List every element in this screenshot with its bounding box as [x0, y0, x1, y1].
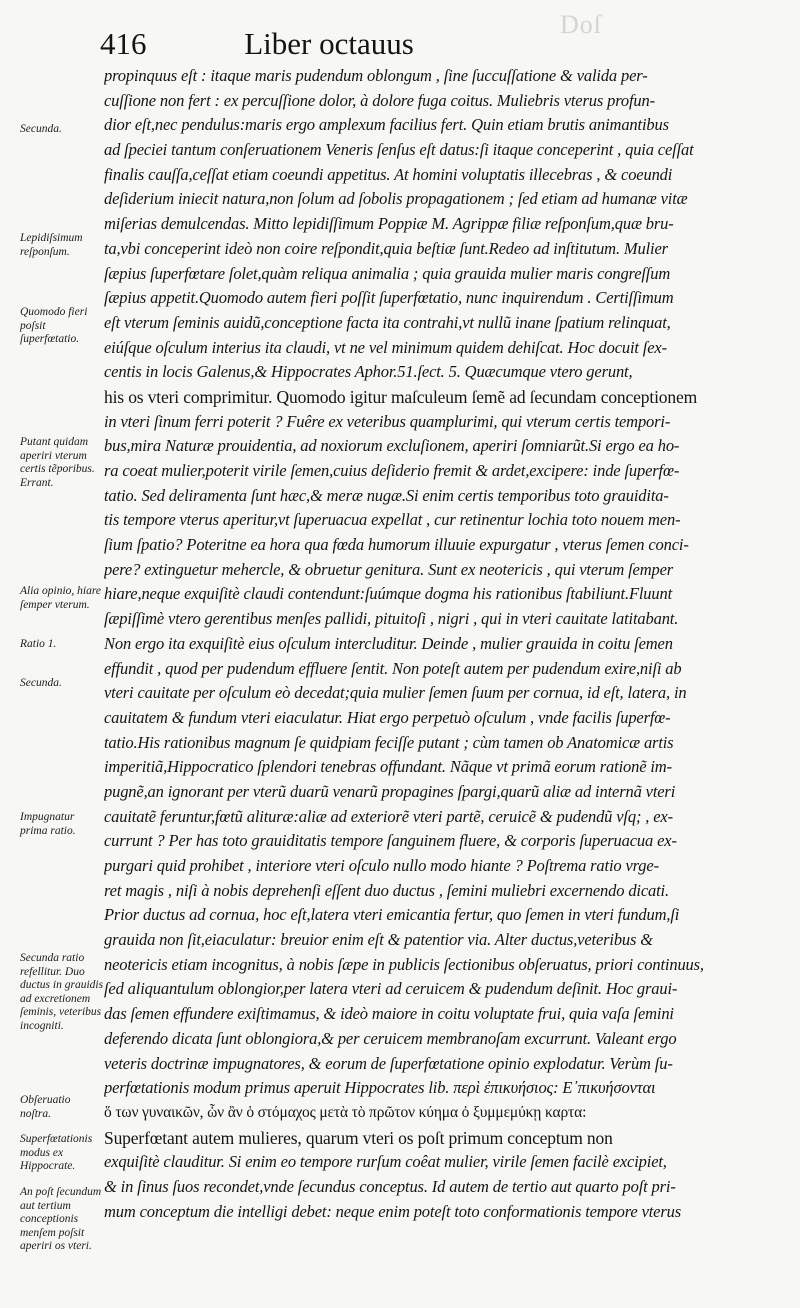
text-line: vteri cauitate per oſculum eò decedat;quia mulier ſemen ſuum per cornua, id eſt, latera, in: [104, 683, 687, 703]
text-line: hiare,neque exquiſitè claudi contendunt:ſuúmque dogma his rationibus ſtabiliunt.Fluunt: [104, 584, 673, 604]
text-line: tatio. Sed deliramenta ſunt hæc,& meræ nugæ.Si enim certis temporibus toto grauidita-: [104, 485, 669, 505]
text-line: mum conceptum die intelligi debet: neque enim poteſt toto conformationis tempore vterus: [104, 1201, 682, 1221]
text-line: cuſſione non fert : ex percuſſione dolor, à dolore fuga coitus. Muliebris vterus profun-: [104, 90, 655, 110]
text-line: eſt vterum ſeminis auidũ,conceptione facta ita contrahi,vt nullũ inane ſpatium relinquat,: [104, 312, 671, 332]
text-line: pugnẽ,an ignorant per vterũ duarũ venarũ propagines ſpargi,quarũ aliæ ad internã vteri: [104, 781, 676, 801]
margin-note: Putant quidam aperiri vterum certis tẽporibus. Errant.: [20, 436, 95, 489]
text-line: bus,mira Naturæ prouidentia, ad noxiorum excluſionem, aperiri ſomniarũt.Si ergo ea ho-: [104, 436, 680, 456]
text-line: ſed aliquantulum oblongior,per latera vteri ad ceruicem & pudendum deſinit. Hoc graui-: [104, 979, 678, 999]
margin-note: Secunda ratio refellitur. Duo ductus in grauidis ad excretionem ſeminis, veteribus incogniti.: [20, 952, 104, 1032]
text-line: tis tempore vterus aperitur,vt ſuperuacua expellat , cur retinentur lochia toto nouem men-: [104, 510, 681, 530]
text-line: centis in locis Galenus,& Hippocrates Aphor.51.ſect. 5. Quæcumque vtero gerunt,: [104, 362, 633, 382]
text-line: ſium ſpatio? Poteritne ea hora qua fœda humorum illuuie expurgatur , vterus ſemen conci-: [104, 535, 689, 555]
text-line: grauida non ſit,eiaculatur: breuior enim eſt & patentior via. Alter ductus,veteribus &: [104, 930, 653, 950]
text-line: deſiderium iniecit natura,non ſolum ad ſobolis propagationem ; ſed etiam ad humanæ vitæ: [104, 189, 688, 209]
text-line: ſæpius ſuperfœtare ſolet,quàm reliqua animalia ; quia grauida mulier maris congreſſum: [104, 263, 671, 283]
text-line: das ſemen effundere exiſtimamus, & ideò maiore in coitu voluptate frui, quia vaſa ſemini: [104, 1004, 674, 1024]
margin-note: An poſt ſecundum aut tertium conceptionis menſem poſsit aperiri os vteri.: [20, 1186, 102, 1252]
text-line: cauitatem & fundum vteri eiaculatur. Hiat ergo perpetuò oſculum , vnde facilis ſuperfœ-: [104, 707, 671, 727]
page-number: 416: [100, 26, 147, 61]
text-line: ret magis , niſi à nobis deprehenſi eſſent duo ductus , ſemini muliebri excernendo dicati.: [104, 880, 669, 900]
text-line: imperitiã,Hippocratico ſplendori tenebras offundant. Nãque vt primã eorum rationẽ im-: [104, 757, 672, 777]
margin-note: Superfœtationis modus ex Hippocrate.: [20, 1133, 93, 1172]
margin-note: Impugnatur prima ratio.: [20, 811, 76, 837]
text-line: ſæpius appetit.Quomodo autem fieri poſſit ſuperfœtatio, nunc inquirendum . Certiſſimum: [104, 288, 674, 308]
margin-note: Obſeruatio noſtra.: [20, 1094, 71, 1120]
page-header: [100, 24, 414, 64]
text-line: Superfœtant autem mulieres, quarum vteri os poſt primum conceptum non: [104, 1127, 613, 1148]
text-line: ad ſpeciei tantum conſeruationem Veneris ſenſus eſt datus:ſi itaque conceperint , quia ceſſat: [104, 140, 694, 160]
text-line: cauitatẽ feruntur,fœtũ alituræ:aliæ ad exteriorẽ vteri partẽ, ceruicẽ & pudendũ vſq; , ex-: [104, 806, 673, 826]
text-line: neotericis etiam incognitus, à nobis ſæpe in publicis ſectionibus obſeruatus, priori continuus,: [104, 954, 704, 974]
text-line: eiúſque oſculum interius ita claudi, vt ne vel minimum quidem dehiſcat. Hoc docuit ſex-: [104, 337, 667, 357]
main-text: [104, 64, 792, 1224]
text-line: Prior ductus ad cornua, hoc eſt,latera vteri emicantia fertur, quo ſemen in vteri fundum,ſi: [104, 905, 680, 925]
text-line: effundit , quod per pudendum effluere ſentit. Non poteſt autem per pudendum exire,niſi ab: [104, 658, 682, 678]
text-line: his os vteri comprimitur. Quomodo igitur maſculeum ſemẽ ad ſecundam conceptionem: [104, 386, 698, 407]
margin-note: Secunda.: [20, 123, 62, 135]
text-line: exquiſitè clauditur. Si enim eo tempore rurſum coêat mulier, virile ſemen facilè excipiet,: [104, 1152, 667, 1172]
text-line: propinquus eſt : itaque maris pudendum oblongum , ſine ſuccuſſatione & valida per-: [104, 66, 648, 85]
text-line: ſæpiſſimè vtero gerentibus menſes pallidi, pituitoſi , nigri , qui in vteri cauitate latitabant.: [104, 609, 679, 629]
margin-note: Alia opinio, hiare ſemper vterum.: [20, 585, 102, 611]
text-line: currunt ? Per has toto grauiditatis tempore ſanguinem fluere, & corporis ſuperuacua ex-: [104, 831, 677, 851]
text-line: veteris doctrinæ impugnatores, & eorum de ſuperfœtatione opinio explodatur. Verùm ſu-: [104, 1053, 673, 1073]
margin-note: Lepidiſsimum reſponſum.: [20, 232, 83, 258]
greek-text-line: ὅ των γυναικῶν, ὧν ἂν ὁ στόμαχος μετὰ τὸ πρῶτον κύημα ὀ ξυμμεμύκῃ καρτα:: [104, 1103, 587, 1121]
text-line: finalis cauſſa,ceſſat etiam coeundi appetitus. At homini voluptatis illecebras , & coeundi: [104, 164, 673, 184]
text-line: miſerias demulcendas. Mitto lepidiſſimum Poppiæ M. Agrippæ filiæ reſponſum,quæ bru-: [104, 214, 674, 234]
text-line: ra coeat mulier,poterit virile ſemen,cuius deſiderio fremit & ardet,excipere: inde ſuperfœ-: [104, 461, 680, 480]
text-line: in vteri ſinum ferri poterit ? Fuêre ex veteribus quamplurimi, qui vterum certis tempori-: [104, 411, 671, 431]
text-line: Non ergo ita exquiſitè eius oſculum intercluditur. Deinde , mulier grauida in coitu ſemen: [104, 633, 673, 653]
text-line: ta,vbi conceperint ideò non coire reſpondit,quia beſtiæ ſunt.Redeo ad inſtitutum. Mulier: [104, 238, 668, 258]
text-line: pere? extinguetur mehercle, & obruetur genitura. Sunt ex neotericis , qui vterum ſemper: [104, 559, 674, 579]
text-line: & in ſinus ſuos recondet,vnde ſecundus conceptus. Id autem de tertio aut quarto poſt pri-: [104, 1176, 676, 1196]
text-line: deferendo dicata ſunt oblongiora,& per ceruicem membranoſam excurrunt. Valeant ergo: [104, 1028, 677, 1048]
margin-note: Ratio 1.: [20, 638, 57, 650]
bleed-through-text: Doſ: [560, 10, 602, 39]
text-line: dior eſt,nec pendulus:maris ergo amplexum facilius fert. Quin etiam brutis animantibus: [104, 115, 669, 135]
margin-note: Secunda.: [20, 677, 62, 689]
margin-note: Quomodo fieri poſsit ſuperfœtatio.: [20, 306, 88, 345]
text-line: purgari quid prohibet , interiore vteri oſculo nullo modo hiante ? Poſtrema ratio vrge-: [104, 856, 659, 875]
text-line: tatio.His rationibus magnum ſe quidpiam feciſſe putant ; cùm tamen ob Anatomicæ artis: [104, 732, 674, 752]
running-title: Liber octauus: [244, 26, 414, 61]
text-line: perfœtationis modum primus aperuit Hippocrates lib. περὶ ἐπικυήσιος: Ε᾽πικυήσονται: [104, 1078, 656, 1098]
